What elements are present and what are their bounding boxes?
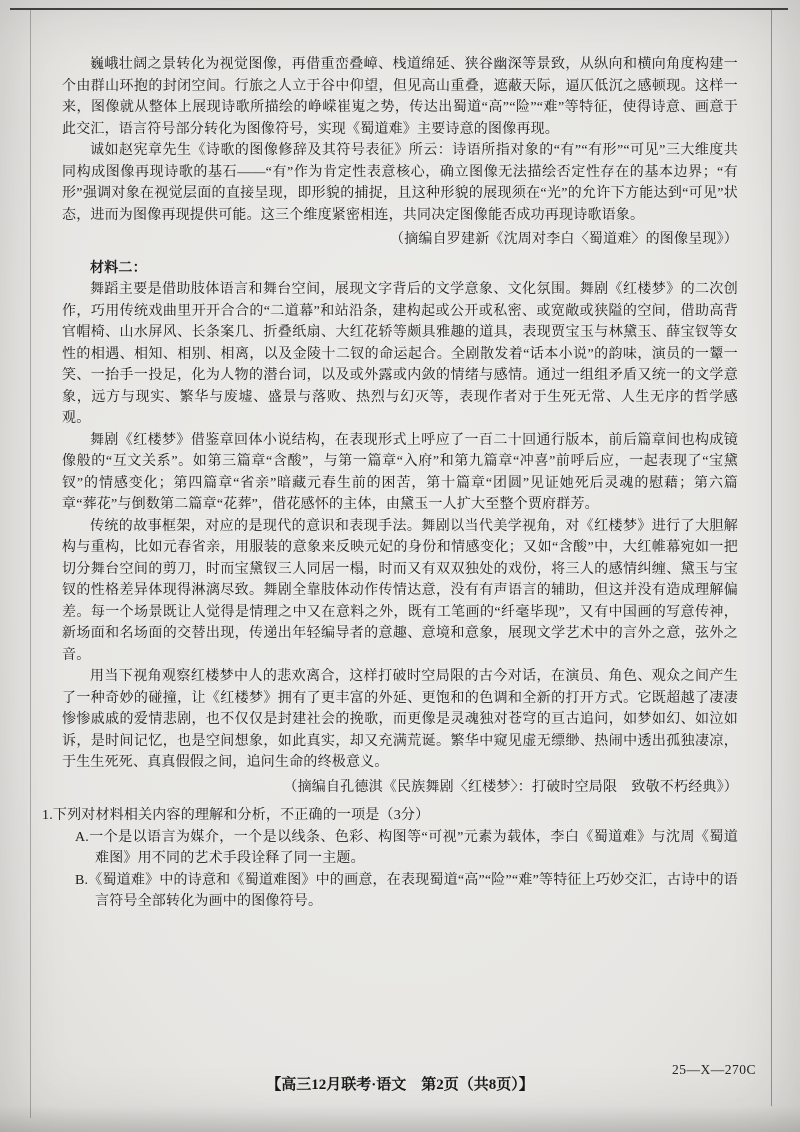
material-one-paragraph-2: 诚如赵宪章先生《诗歌的图像修辞及其符号表征》所云：诗语所指对象的“有”“有形”“可见”三大维度共同构成图像再现诗歌的基石——“有”作为肯定性表意核心，确立图像无法描绘否定性存在的基本边界；“有形”强调对象在视觉层面的直接呈现，即形貌的捕捉，且这种形貌的展现须在“光”的允许下方能达到“可见”状态，进而为图像再现提供可能。这三个维度紧密相连，共同决定图像能否成功再现诗歌语象。: [62, 143, 738, 223]
material-two-paragraph-2: 舞剧《红楼梦》借鉴章回体小说结构，在表现形式上呼应了一百二十回通行版本，前后篇章间也构成镜像般的“互文关系”。如第三篇章“含酸”，与第一篇章“入府”和第九篇章“冲喜”前呼后应，一起表现了“宝黛钗”的情感变化；第四篇章“省亲”暗藏元春生前的困苦，第十篇章“团圆”见证她死后灵魂的慰藉；第六篇章“葬花”与倒数第二篇章“花葬”，借花感怀的主体，由黛玉一人扩大至整个贾府群芳。: [62, 432, 738, 512]
page-footer: 【高三12月联考·语文 第2页（共8页）】: [266, 1077, 534, 1093]
paper-code: 25—X—270C: [671, 1062, 756, 1077]
material-two-heading: 材料二：: [90, 260, 147, 276]
material-two-paragraph-3: 传统的故事框架，对应的是现代的意识和表现手法。舞剧以当代美学视角，对《红楼梦》进行了大胆解构与重构，比如元春省亲，用服装的意象来反映元妃的身份和情感变化；又如“含酸”中，大红帷幕宛如一把切分舞台空间的剪刀，时而宝黛钗三人同居一榻，时而又有双双独处的戏份，将三人的感情纠缠、黛玉与宝钗的性格差异体现得淋漓尽致。舞剧全靠肢体动作传情达意，没有有声语言的辅助，但这并没有造成理解偏差。每一个场景既让人觉得是情理之中又在意料之外，既有工笔画的“纤毫毕现”，又有中国画的写意传神，新场面和名场面的交替出现，传递出年轻编导者的意趣、意境和意象，展现文学艺术中的言外之意，弦外之音。: [62, 518, 738, 663]
question-1-stem: 1.下列对材料相关内容的理解和分析，不正确的一项是（3分）: [42, 808, 430, 823]
exam-body-text: [42, 54, 738, 913]
material-two-paragraph-4: 用当下视角观察红楼梦中人的悲欢离合，这样打破时空局限的古今对话，在演员、角色、观众之间产生了一种奇妙的碰撞，让《红楼梦》拥有了更丰富的外延、更饱和的色调和全新的打开方式。它既超越了凄凄惨惨戚戚的爱情悲剧，也不仅仅是封建社会的挽歌，而更像是灵魂独对苍穹的亘古追问，如梦如幻、如泣如诉，是时间记忆，也是空间想象，如此真实，却又充满荒诞。繁华中窥见虚无缥缈、热闹中透出孤独凄凉，于生生死死、真真假假之间，追问生命的终极意义。: [62, 669, 738, 770]
material-two-paragraph-1: 舞蹈主要是借助肢体语言和舞台空间，展现文字背后的文学意象、文化氛围。舞剧《红楼梦》的二次创作，巧用传统戏曲里开开合合的“二道幕”和站沿条，建构起或公开或私密、或宽敞或狭隘的空间，借助高背官帽椅、山水屏风、长条案几、折叠纸扇、大红花轿等颇具雅趣的道具，表现贾宝玉与林黛玉、薛宝钗等女性的相遇、相知、相别、相离，以及金陵十二钗的命运起合。全剧散发着“话本小说”的韵味，演员的一颦一笑、一抬手一投足，化为人物的潜台词，以及或外露或内敛的情绪与感情。通过一组组矛盾又统一的文学意象，远方与现实、繁华与废墟、盛景与落败、热烈与幻灭等，表现作者对于生死无常、人生无序的哲学感观。: [62, 282, 738, 426]
question-1-option-b: B.《蜀道难》中的诗意和《蜀道难图》中的画意，在表现蜀道“高”“险”“难”等特征上巧妙交汇，古诗中的语言符号全部转化为画中的图像符号。: [75, 872, 738, 909]
scan-edge-top: [10, 8, 788, 10]
material-one-paragraph-1: 巍峨壮阔之景转化为视觉图像，再借重峦叠嶂、栈道绵延、狭谷幽深等景致，从纵向和横向角度构建一个由群山环抱的封闭空间。行旅之人立于谷中仰望，但见高山重叠，遮蔽天际，逼仄低沉之感顿现。这样一来，图像就从整体上展现诗歌所描绘的峥嵘崔嵬之势，传达出蜀道“高”“险”“难”等特征，使得诗意、画意于此交汇，语言符号部分转化为图像符号，实现《蜀道难》主要诗意的图像再现。: [62, 57, 738, 137]
scan-edge-left: [30, 9, 31, 1118]
material-two-attribution: （摘编自孔德淇《民族舞剧〈红楼梦〉：打破时空局限 致敬不朽经典》）: [283, 779, 738, 795]
scan-edge-right: [771, 9, 772, 1106]
scan-edge-bottom-shadow: [0, 1106, 800, 1132]
question-1-option-a: A.一个是以语言为媒介，一个是以线条、色彩、构图等“可视”元素为载体，李白《蜀道难》与沈周《蜀道难图》用不同的艺术手段诠释了同一主题。: [75, 829, 738, 866]
material-one-attribution: （摘编自罗建新《沈周对李白〈蜀道难〉的图像呈现》）: [390, 232, 738, 247]
